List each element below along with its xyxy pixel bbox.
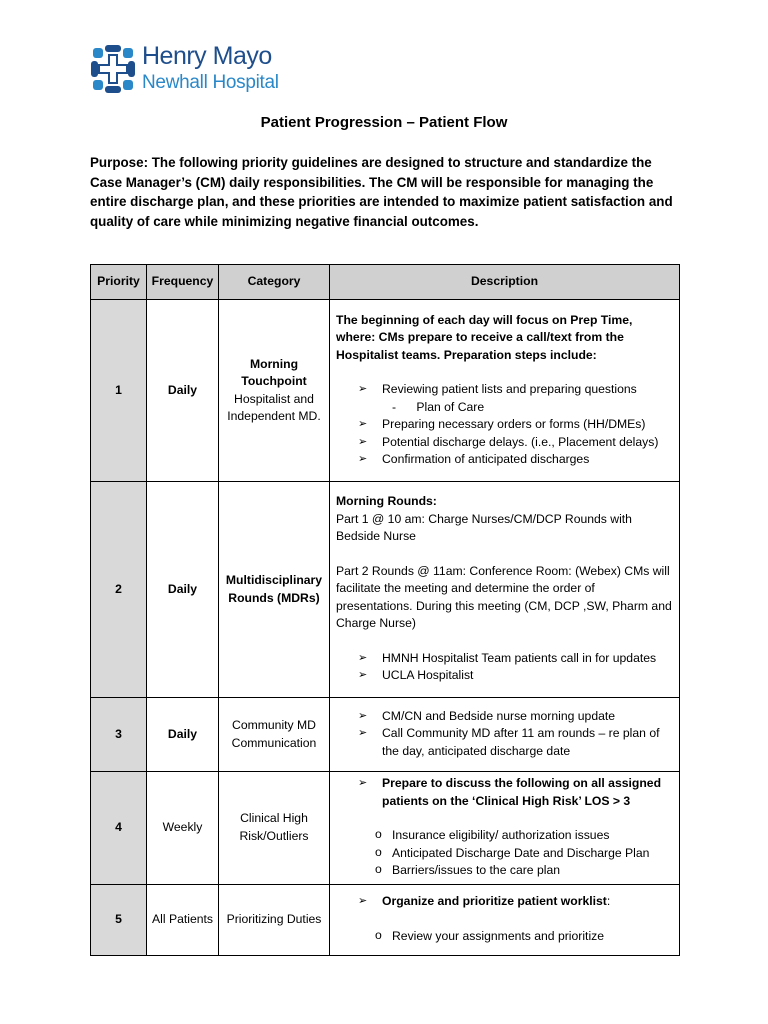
list-item: o Review your assignments and prioritize [336,928,673,946]
list-item: ➢ Preparing necessary orders or forms (HH/DMEs) [336,416,673,434]
category-title: Morning Touchpoint [241,356,307,388]
category-cell: Prioritizing Duties [219,884,330,955]
category-cell [219,300,330,482]
category-cell: Community MD Communication [219,698,330,772]
list-item: ➢ CM/CN and Bedside nurse morning update [336,708,673,726]
priority-cell: 4 [91,772,147,885]
bullet-list [336,708,673,761]
bullet-list [336,893,673,911]
frequency-cell: All Patients [147,884,219,955]
list-item: o Barriers/issues to the care plan [336,862,673,880]
circle-list [336,928,673,946]
table-row [91,772,680,885]
description-cell [330,884,680,955]
description-cell [330,300,680,482]
frequency-cell: Daily [147,300,219,482]
list-item: o Anticipated Discharge Date and Discharge Plan [336,845,673,863]
frequency-cell: Daily [147,482,219,698]
bullet-list [336,650,673,685]
list-item: ➢ UCLA Hospitalist [336,667,673,685]
list-item: ➢ Prepare to discuss the following on all assigned patients on the ‘Clinical High Risk’ LOS > 3 [336,775,673,810]
document-title: Patient Progression – Patient Flow [260,114,508,131]
priority-cell: 5 [91,884,147,955]
circle-list [336,827,673,880]
bullet-list [336,775,673,810]
priority-cell: 1 [91,300,147,482]
frequency-cell: Weekly [147,772,219,885]
priority-cell: 2 [91,482,147,698]
category-cell: Clinical High Risk/Outliers [219,772,330,885]
description-cell [330,772,680,885]
header-priority: Priority [91,265,147,300]
list-item: o Insurance eligibility/ authorization issues [336,827,673,845]
sub-item: - Plan of Care [392,399,485,414]
list-item-colon: : [606,894,611,908]
description-cell [330,698,680,772]
description-intro: The beginning of each day will focus on Prep Time, where: CMs prepare to receive a call/text from the Hospitalist teams. Preparation steps include: [336,312,633,362]
list-item: ➢ Call Community MD after 11 am rounds – re plan of the day, anticipated discharge date [336,725,673,760]
description-paragraph: Part 2 Rounds @ 11am: Conference Room: (Webex) CMs will facilitate the meeting and determine the order of presentations. During this meeting (CM, DCP ,SW, Pharm and Charge Nurse) [336,563,672,631]
list-item: ➢ Confirmation of anticipated discharges [336,451,673,469]
list-item: ➢ Potential discharge delays. (i.e., Placement delays) [336,434,673,452]
list-item [336,893,673,911]
logo-name: Henry Mayo [142,42,272,70]
header-category: Category [219,265,330,300]
category-detail: Hospitalist and Independent MD. [227,391,321,423]
priority-cell: 3 [91,698,147,772]
category-cell: Multidisciplinary Rounds (MDRs) [219,482,330,698]
description-paragraph: Part 1 @ 10 am: Charge Nurses/CM/DCP Rounds with Bedside Nurse [336,511,632,544]
description-cell [330,482,680,698]
purpose-paragraph: Purpose: The following priority guidelines are designed to structure and standardize the Case Manager’s (CM) daily responsibilities. The CM will be responsible for managing the entire discharge plan, and these priorities are intended to maximize patient satisfaction and quality of care while minimizing negative financial outcomes. [90,155,673,229]
hospital-logo [90,42,290,98]
list-item-lead: Organize and prioritize patient worklist [382,894,607,908]
table-row [91,482,680,698]
bullet-list [336,381,673,399]
list-item: ➢ HMNH Hospitalist Team patients call in for updates [336,650,673,668]
description-heading: Morning Rounds: [336,494,437,509]
table-row [91,884,680,955]
table-header-row [91,265,680,300]
header-frequency: Frequency [147,265,219,300]
header-description: Description [330,265,680,300]
bullet-list [336,416,673,469]
table-row [91,300,680,482]
table-row [91,698,680,772]
logo-subtitle: Newhall Hospital [142,72,279,93]
priority-table [90,264,680,956]
frequency-cell: Daily [147,698,219,772]
cross-logo-icon [90,44,136,94]
list-item: ➢ Reviewing patient lists and preparing questions [336,381,673,399]
